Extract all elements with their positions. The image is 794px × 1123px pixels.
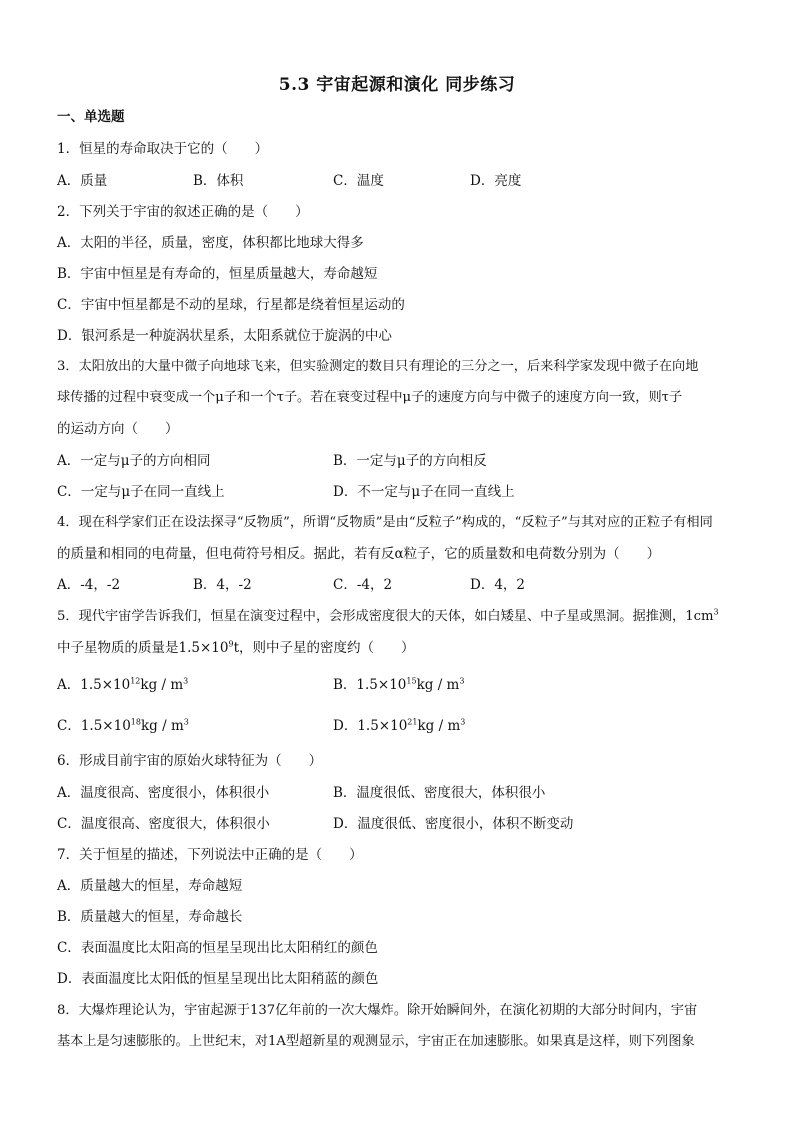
q5-line-1-text: 5．现代宇宙学告诉我们，恒星在演变过程中，会形成密度很大的天体，如白矮星、中子星或黑洞。据推测，1cm [57, 609, 714, 624]
q1-option-a: A．质量 [57, 173, 108, 189]
q5-b-unit-exp: 3 [459, 676, 465, 686]
q4-option-c: C．-4，2 [333, 577, 393, 593]
q5-a-pre: A．1.5×10 [57, 677, 131, 693]
q6-option-d: D．温度很低、密度很小，体积不断变动 [333, 816, 574, 832]
question-2-stem: 2．下列关于宇宙的叙述正确的是（ ） [57, 204, 309, 220]
q5-b-unit: kg / m [416, 677, 460, 693]
page-title: 5.3 宇宙起源和演化 同步练习 [278, 75, 516, 95]
q1-option-b: B．体积 [193, 173, 244, 189]
question-5-line-1 [57, 608, 719, 626]
q3-option-c: C．一定与μ子在同一直线上 [57, 484, 225, 500]
q3-option-d: D．不一定与μ子在同一直线上 [333, 484, 515, 500]
q5-d-unit: kg / m [417, 718, 461, 734]
q5-option-d [333, 717, 465, 735]
q6-option-a: A．温度很高、密度很小，体积很小 [57, 785, 270, 801]
q5-b-pre: B．1.5×10 [333, 677, 407, 693]
q3-option-a: A．一定与μ子的方向相同 [57, 453, 211, 469]
q4-option-a: A．-4，-2 [57, 577, 121, 593]
q5-line-2-sup: 9 [228, 639, 234, 649]
question-5-line-2 [57, 639, 415, 657]
q6-option-c: C．温度很高、密度很大，体积很小 [57, 816, 270, 832]
q5-line-2-text-a: 中子星物质的质量是1.5×10 [57, 640, 229, 656]
q2-option-a: A．太阳的半径，质量，密度，体积都比地球大得多 [57, 235, 364, 251]
q5-d-exp: 21 [407, 717, 418, 727]
q5-option-b [333, 676, 464, 694]
q7-option-b: B．质量越大的恒星，寿命越长 [57, 909, 243, 925]
q5-b-exp: 15 [406, 676, 417, 686]
q1-option-c: C．温度 [333, 173, 384, 189]
q6-option-b: B．温度很低、密度很大，体积很小 [333, 785, 546, 801]
q5-d-unit-exp: 3 [460, 717, 466, 727]
q2-option-b: B．宇宙中恒星是有寿命的，恒星质量越大，寿命越短 [57, 266, 378, 282]
question-8-line-2: 基本上是匀速膨胀的。上世纪末，对1A型超新星的观测显示，宇宙正在加速膨胀。如果真是这样，则下列图象 [57, 1034, 695, 1049]
q5-line-2-text-b: t，则中子星的密度约（ ） [233, 640, 415, 656]
q5-a-exp: 12 [130, 676, 141, 686]
question-8-line-1: 8．大爆炸理论认为，宇宙起源于137亿年前的一次大爆炸。除开始瞬间外，在演化初期的大部分时间内，宇宙 [57, 1003, 698, 1018]
q3-option-b: B．一定与μ子的方向相反 [333, 453, 487, 469]
question-3-line-2: 球传播的过程中衰变成一个μ子和一个τ子。若在衰变过程中μ子的速度方向与中微子的速度方向一致，则τ子 [57, 390, 683, 405]
q5-option-a [57, 676, 188, 694]
q7-option-c: C．表面温度比太阳高的恒星呈现出比太阳稍红的颜色 [57, 940, 378, 956]
q7-option-a: A．质量越大的恒星，寿命越短 [57, 878, 243, 894]
q5-a-unit: kg / m [140, 677, 184, 693]
q2-option-d: D．银河系是一种旋涡状星系，太阳系就位于旋涡的中心 [57, 328, 392, 344]
q5-c-exp: 18 [130, 717, 141, 727]
q5-c-pre: C．1.5×10 [57, 718, 131, 734]
question-7-stem: 7．关于恒星的描述，下列说法中正确的是（ ） [57, 847, 363, 863]
q2-option-c: C．宇宙中恒星都是不动的星球，行星都是绕着恒星运动的 [57, 297, 405, 313]
question-4-line-1: 4．现在科学家们正在设法探寻“反物质”，所谓“反物质”是由“反粒子”构成的，“反粒子”与其对应的正粒子有相同 [57, 515, 713, 530]
question-3-line-3: 的运动方向（ ） [57, 421, 179, 437]
q4-option-b: B．4，-2 [193, 577, 252, 593]
q1-option-d: D．亮度 [470, 173, 522, 189]
question-6-stem: 6．形成目前宇宙的原始火球特征为（ ） [57, 753, 323, 769]
q5-a-unit-exp: 3 [183, 676, 189, 686]
question-1-stem: 1．恒星的寿命取决于它的（ ） [57, 141, 269, 157]
q7-option-d: D．表面温度比太阳低的恒星呈现出比太阳稍蓝的颜色 [57, 971, 379, 987]
section-heading: 一、单选题 [57, 109, 125, 125]
q5-c-unit: kg / m [140, 718, 184, 734]
q5-d-pre: D．1.5×10 [333, 718, 408, 734]
q5-line-1-sup: 3 [713, 607, 719, 617]
question-4-line-2: 的质量和相同的电荷量，但电荷符号相反。据此，若有反α粒子，它的质量数和电荷数分别为（ ） [57, 546, 661, 562]
q5-option-c [57, 717, 189, 735]
q4-option-d: D．4，2 [470, 577, 526, 593]
q5-c-unit-exp: 3 [183, 717, 189, 727]
question-3-line-1: 3．太阳放出的大量中微子向地球飞来，但实验测定的数目只有理论的三分之一，后来科学家发现中微子在向地 [57, 359, 699, 374]
